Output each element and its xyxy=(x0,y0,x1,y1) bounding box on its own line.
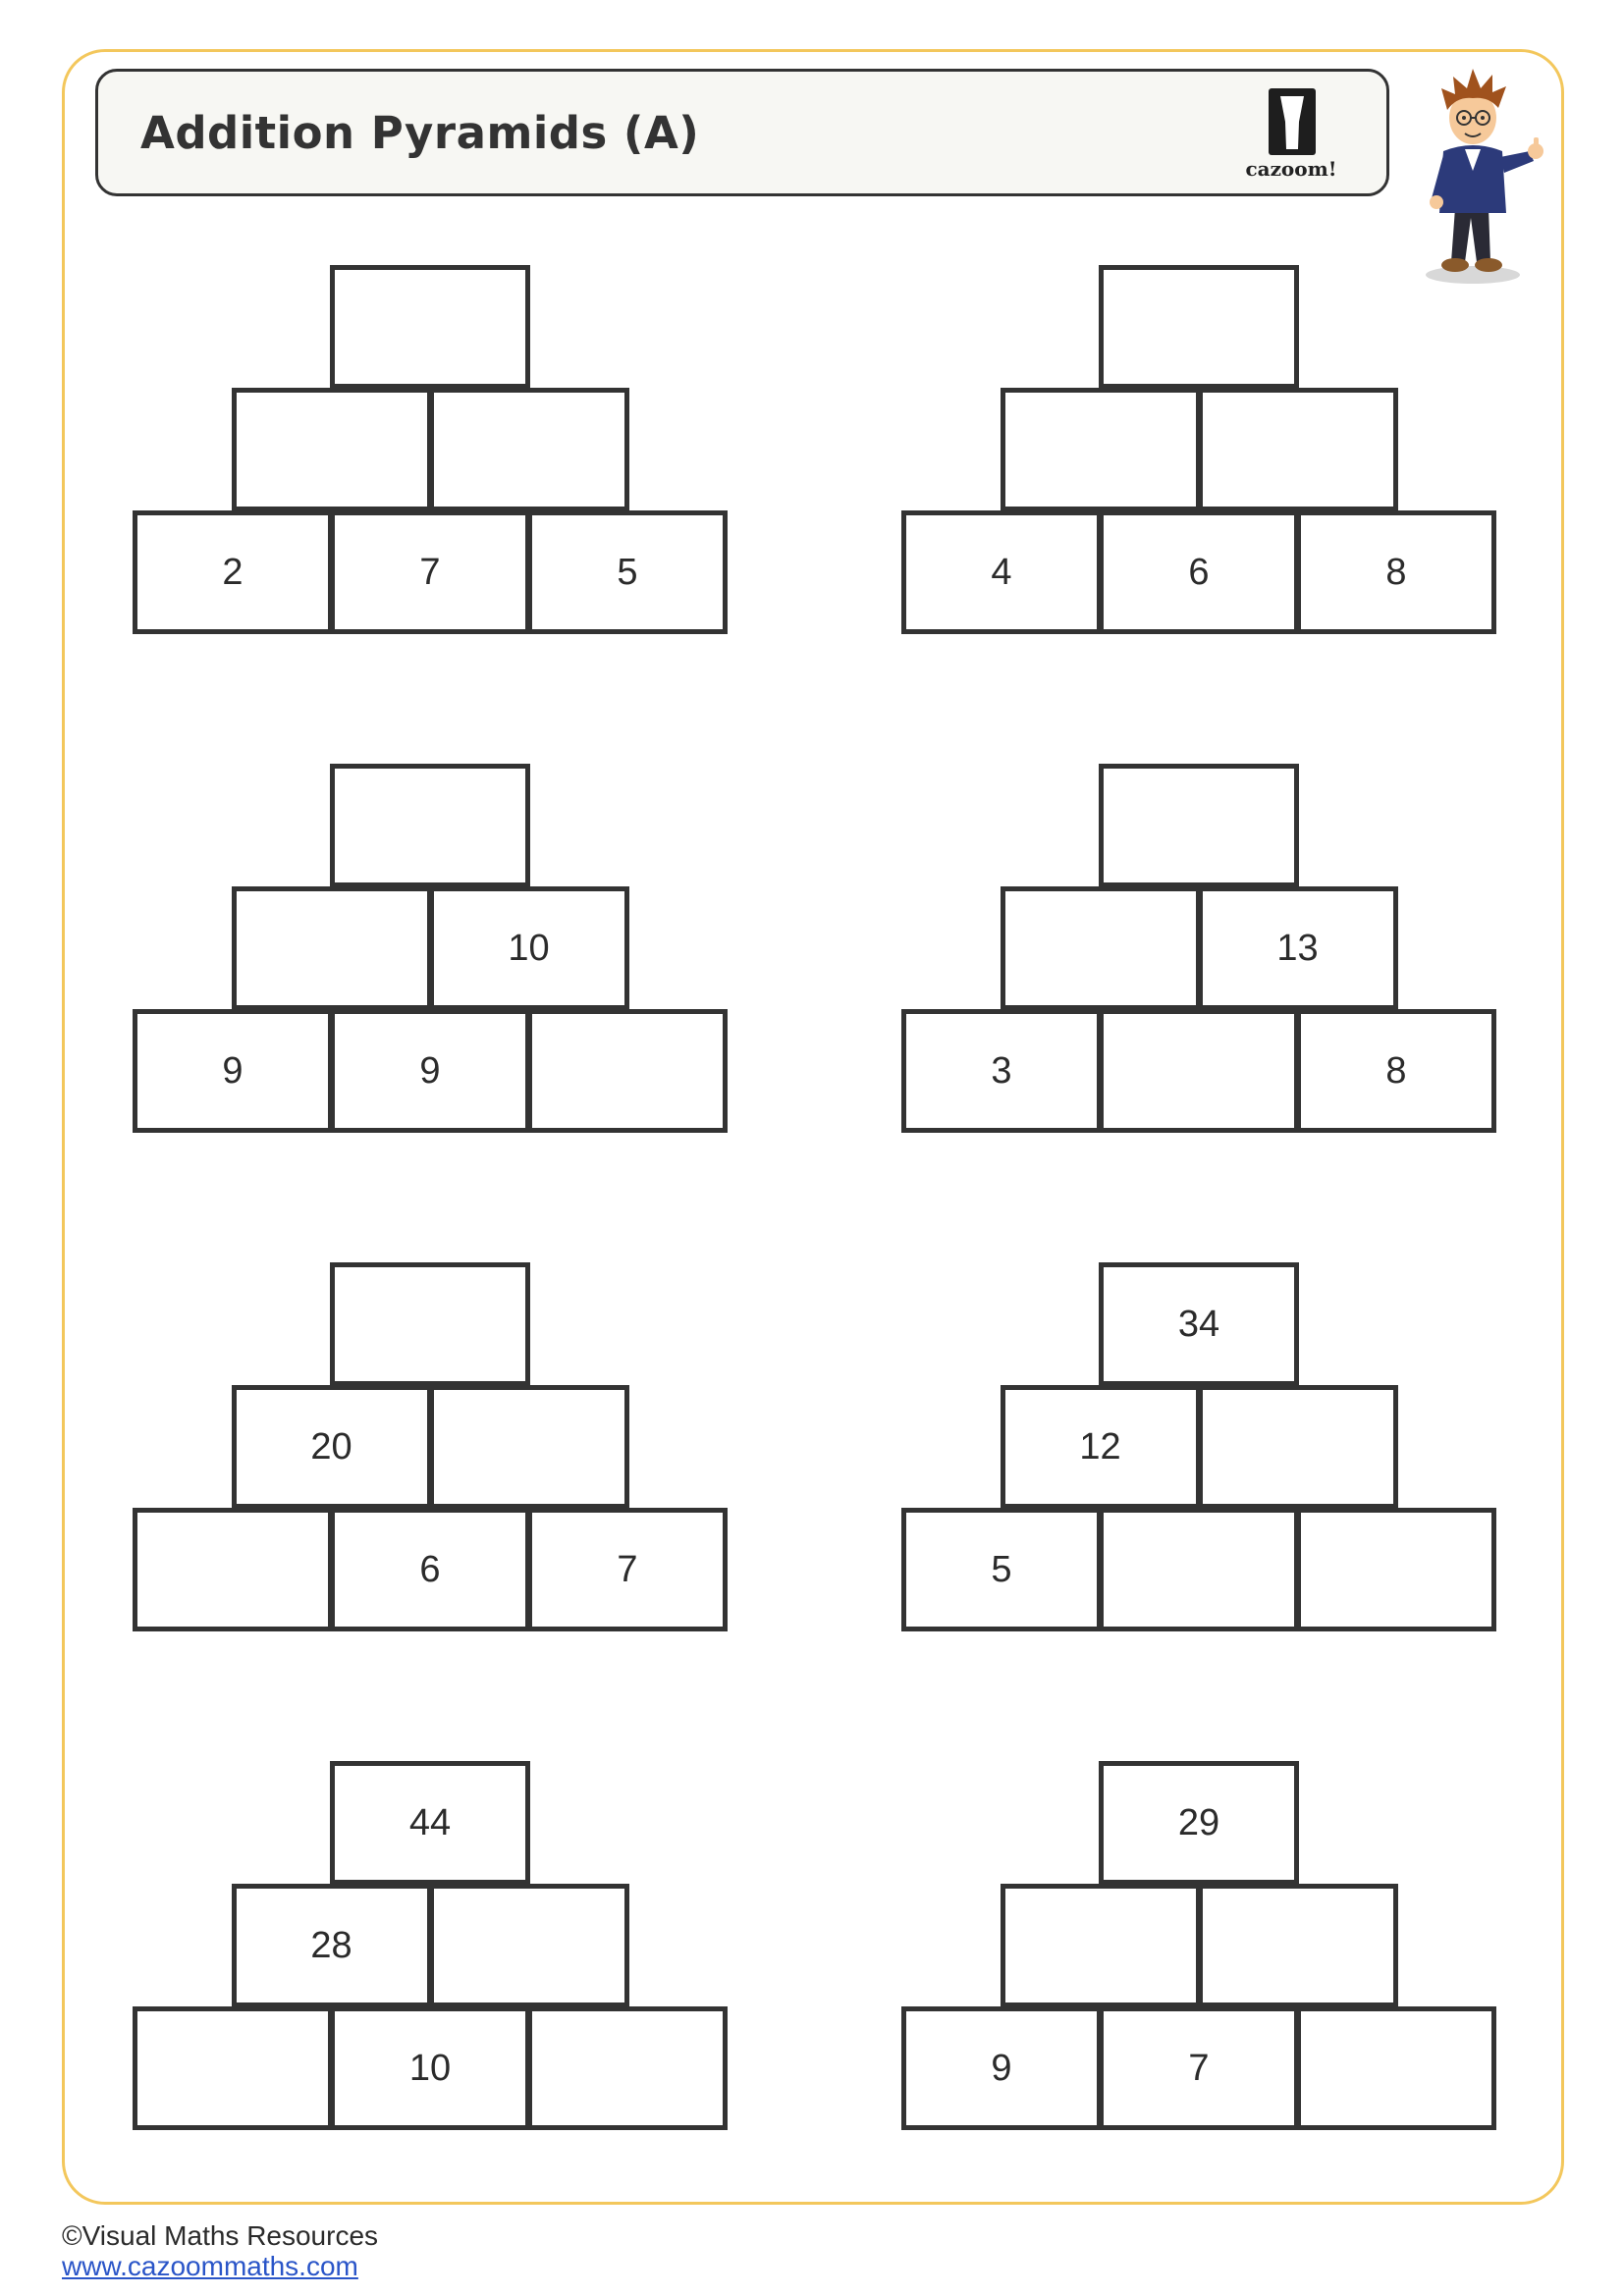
pyramid-middle-cell[interactable] xyxy=(1198,388,1398,511)
pyramid-bottom-cell[interactable]: 9 xyxy=(133,1009,333,1133)
pyramid-top-cell[interactable] xyxy=(330,764,530,887)
pyramid-bottom-cell[interactable]: 5 xyxy=(527,510,728,634)
pyramid-bottom-cell[interactable]: 9 xyxy=(901,2006,1102,2130)
pyramid-middle-cell[interactable] xyxy=(429,1385,629,1509)
pyramid-bottom-cell[interactable] xyxy=(1099,1009,1299,1133)
pyramid-middle-cell[interactable] xyxy=(1001,886,1201,1010)
pyramid-top-cell[interactable] xyxy=(330,265,530,389)
pyramid-middle-cell[interactable]: 13 xyxy=(1198,886,1398,1010)
pyramid-middle-cell[interactable]: 28 xyxy=(232,1884,432,2007)
pyramid-bottom-cell[interactable]: 7 xyxy=(330,510,530,634)
pyramid-bottom-cell[interactable] xyxy=(133,1508,333,1631)
pyramid-bottom-cell[interactable] xyxy=(527,2006,728,2130)
footer xyxy=(62,2220,378,2281)
pyramid-bottom-cell[interactable]: 10 xyxy=(330,2006,530,2130)
pyramid-top-cell[interactable] xyxy=(1099,764,1299,887)
pyramid-bottom-cell[interactable]: 8 xyxy=(1296,510,1496,634)
pyramid-top-cell[interactable] xyxy=(330,1262,530,1386)
logo-text: cazoom! xyxy=(1245,157,1337,181)
pyramid-bottom-cell[interactable] xyxy=(1099,1508,1299,1631)
pyramid-bottom-cell[interactable]: 4 xyxy=(901,510,1102,634)
pyramid-bottom-cell[interactable]: 7 xyxy=(1099,2006,1299,2130)
website-link[interactable]: www.cazoommaths.com xyxy=(62,2251,358,2281)
pyramid-bottom-cell[interactable] xyxy=(1296,1508,1496,1631)
pyramid-bottom-cell[interactable]: 3 xyxy=(901,1009,1102,1133)
pyramid-middle-cell[interactable] xyxy=(1198,1385,1398,1509)
pyramid-bottom-cell[interactable]: 9 xyxy=(330,1009,530,1133)
copyright-text: ©Visual Maths Resources xyxy=(62,2220,379,2251)
mascot-boy-icon xyxy=(1404,61,1551,287)
pyramid-bottom-cell[interactable]: 2 xyxy=(133,510,333,634)
pyramid-middle-cell[interactable]: 20 xyxy=(232,1385,432,1509)
worksheet-title: Addition Pyramids (A) xyxy=(140,107,700,159)
pyramid-bottom-cell[interactable] xyxy=(133,2006,333,2130)
pyramid-bottom-cell[interactable]: 6 xyxy=(330,1508,530,1631)
pyramid-bottom-cell[interactable]: 5 xyxy=(901,1508,1102,1631)
pyramid-bottom-cell[interactable]: 7 xyxy=(527,1508,728,1631)
pyramid-middle-cell[interactable]: 12 xyxy=(1001,1385,1201,1509)
pyramid-middle-cell[interactable] xyxy=(1001,1884,1201,2007)
pyramid-bottom-cell[interactable] xyxy=(527,1009,728,1133)
pyramid-bottom-cell[interactable]: 8 xyxy=(1296,1009,1496,1133)
pyramid-top-cell[interactable]: 29 xyxy=(1099,1761,1299,1885)
pyramid-middle-cell[interactable] xyxy=(429,388,629,511)
pyramid-middle-cell[interactable] xyxy=(1198,1884,1398,2007)
pyramid-middle-cell[interactable] xyxy=(429,1884,629,2007)
title-banner xyxy=(95,69,1389,196)
cazoom-logo-icon xyxy=(1227,86,1355,157)
pyramid-middle-cell[interactable] xyxy=(232,886,432,1010)
pyramid-middle-cell[interactable] xyxy=(232,388,432,511)
pyramid-top-cell[interactable] xyxy=(1099,265,1299,389)
pyramid-middle-cell[interactable] xyxy=(1001,388,1201,511)
cazoom-logo xyxy=(1227,86,1355,188)
pyramid-bottom-cell[interactable] xyxy=(1296,2006,1496,2130)
pyramid-bottom-cell[interactable]: 6 xyxy=(1099,510,1299,634)
pyramid-top-cell[interactable]: 44 xyxy=(330,1761,530,1885)
pyramid-top-cell[interactable]: 34 xyxy=(1099,1262,1299,1386)
pyramid-middle-cell[interactable]: 10 xyxy=(429,886,629,1010)
